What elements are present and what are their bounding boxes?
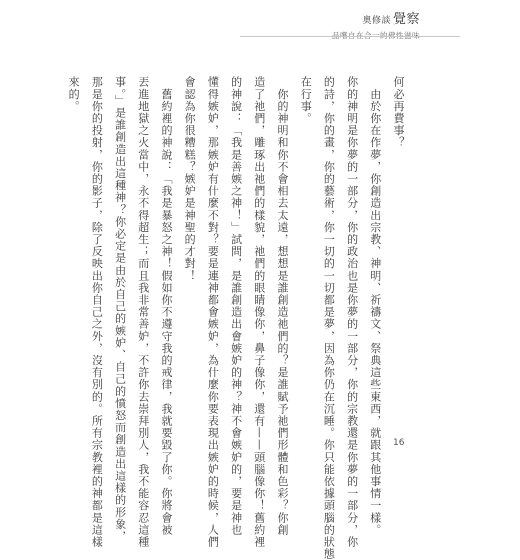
text-column: 你的神明是你夢的一部分，你的政治也是你夢的一部分，你的宗教還是你夢的一部分，你	[345, 76, 359, 548]
text-column: 何必再費事？	[392, 76, 405, 149]
text-column: 的神說：「我是善嫉之神！」試問，是誰創造出會嫉妒的神？神不會嫉妒的，要是神也	[229, 76, 243, 536]
text-column: 由於你在作夢，你創造出宗教、神明、祈禱文、祭典這些東西，就跟其他事情一樣。	[368, 76, 382, 536]
page-number: 16	[393, 438, 405, 448]
text-column: 的詩，你的畫，你的藝術，你一切的一切都是夢，因為你仍在沉睡。你只能依據頭腦的狀態	[322, 76, 336, 560]
book-title-prefix: 奧修談	[362, 16, 391, 26]
text-column: 那是你的投射，你的影子，除了反映出你自己之外，沒有別的。所有宗教裡的神都是這樣	[90, 76, 104, 548]
text-column: 舊約裡的神說：「我是暴怒之神！假如你不遵守我的戒律，我就要毀了你。你將會被	[159, 76, 173, 536]
text-column: 事。」是誰創造出這種神？你必定是由於自己的嫉妒、自己的憤怒而創造出這樣的形象，	[113, 76, 127, 543]
header-rule	[240, 36, 460, 37]
book-title-main: 覺察	[392, 12, 420, 27]
text-column: 會認為你很糟糕？嫉妒是神聖的才對！	[183, 76, 197, 282]
text-column: 在行事。	[299, 76, 313, 125]
text-column: 造了祂們，雕琢出祂們的樣貌，祂們的眼睛像你，鼻子像你，還有——頭腦像你！舊約裡	[252, 76, 266, 548]
text-column: 來的。	[67, 76, 81, 113]
text-column: 懂得嫉妒，那嫉妒有什麼不對？要是連神都會嫉妒，為什麼你要表現出嫉妒的時候，人們	[206, 76, 220, 548]
book-title	[332, 12, 420, 29]
text-column: 你的神明和你不會相去太遠，想想是誰創造祂們的？是誰賦予祂們形體和色彩？你創	[275, 76, 289, 536]
text-column: 丟進地獄之火當中，永不得超生；而且我非常善妒，不許你去崇拜別人，我不能容忍這種	[136, 76, 150, 548]
